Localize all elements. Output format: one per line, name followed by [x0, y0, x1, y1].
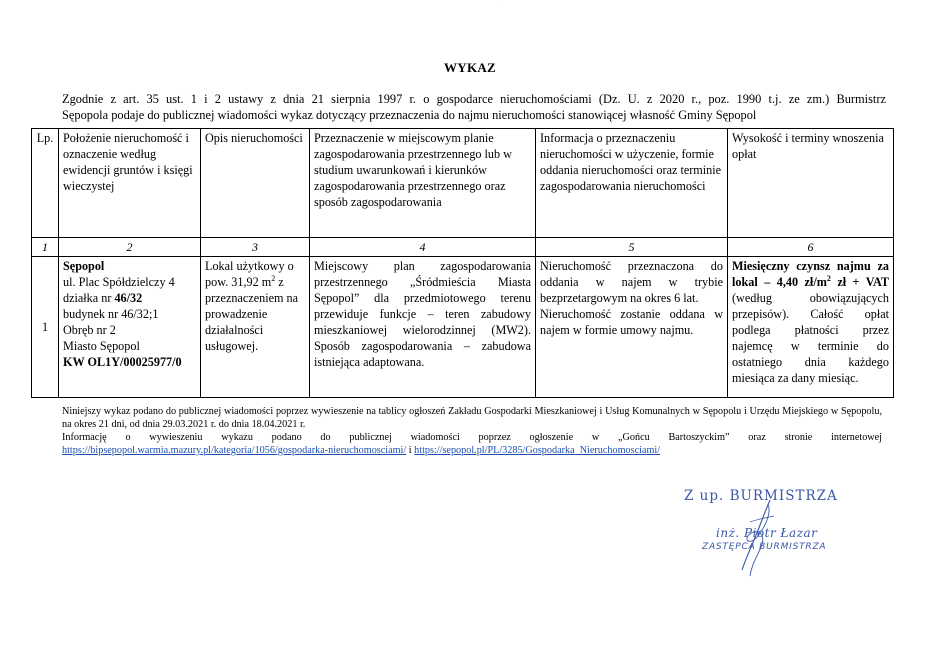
header-lp: Lp.	[32, 129, 59, 238]
header-zoning: Przeznaczenie w miejscowym planie zagospodarowania przestrzennego lub w studium uwarunkowań i kierunków zagospodarowania przestrzennego oraz sposób zagospodarowania	[310, 129, 536, 238]
description-sup: 2	[271, 273, 276, 283]
notes-links	[62, 444, 882, 457]
row-location	[59, 257, 201, 398]
header-location: Położenie nieruchomość i oznaczenie według ewidencji gruntów i księgi wieczystej	[59, 129, 201, 238]
column-number: 3	[201, 238, 310, 257]
intro-paragraph	[62, 91, 886, 123]
intro-line-1: Zgodnie z art. 35 ust. 1 i 2 ustawy z dnia 21 sierpnia 1997 r. o gospodarce nieruchomościami (Dz. U. z 2020 r., poz. 1990 t.j. ze zm.) Burmistrz	[62, 92, 886, 106]
row-lp: 1	[32, 257, 59, 398]
row-zoning: Miejscowy plan zagospodarowania przestrzennego „Śródmieścia Miasta Sępopol” dla przedmiotowego terenu przewiduje funkcje – teren zabudowy mieszkaniowej wielorodzinnej (MW2). Sposób zagospodarowania – zabudowa istniejąca adaptowana.	[310, 257, 536, 398]
description-text-a: Lokal użytkowy o pow. 31,92 m	[205, 259, 294, 289]
header-lease-info: Informacja o przeznaczeniu nieruchomości w użyczenie, formie oddania nieruchomości oraz terminie zagospodarowania nieruchomości	[536, 129, 728, 238]
stamp-line-1: Z up. BURMISTRZA	[684, 488, 838, 504]
page-title: WYKAZ	[443, 60, 497, 75]
row-lease-info	[536, 257, 728, 398]
fees-rest: (według obowiązujących przepisów). Całość opłat podlega płatności przez najemcę w terminie do ostatniego dnia każdego miesiąca za dany miesiąc.	[732, 291, 889, 385]
property-table	[31, 128, 894, 398]
website-link[interactable]: https://sepopol.pl/PL/3285/Gospodarka_Nieruchomosciami/	[414, 445, 661, 456]
scan-speck	[497, 6, 498, 7]
notes-paragraph-1: Niniejszy wykaz podano do publicznej wiadomości poprzez wywieszenie na tablicy ogłoszeń Zakładu Gospodarki Mieszkaniowej i Usług Komunalnych w Sępopolu i Urzędu Miejskiego w Sępopolu, na okres 21 dni, od dnia 29.03.2021 r. do dnia 18.04.2021 r.	[62, 406, 882, 430]
column-number: 6	[728, 238, 894, 257]
description-text-b: z przeznaczeniem na prowadzenie działalności usługowej.	[205, 275, 299, 353]
land-register-number: KW OL1Y/00025977/0	[63, 355, 182, 369]
column-number: 2	[59, 238, 201, 257]
stamp-line-3: ZASTĘPCA BURMISTRZA	[702, 542, 827, 552]
header-description: Opis nieruchomości	[201, 129, 310, 238]
location-street: ul. Plac Spółdzielczy 4	[63, 275, 175, 289]
fees-bold-a: Miesięczny czynsz najmu za lokal – 4,40 zł/m	[732, 259, 889, 289]
location-building: budynek nr 46/32;1	[63, 307, 159, 321]
location-city: Miasto Sępopol	[63, 339, 140, 353]
fees-sup: 2	[826, 273, 831, 283]
location-place: Sępopol	[63, 259, 105, 273]
column-number-row	[32, 238, 894, 257]
row-description	[201, 257, 310, 398]
fees-bold-b: zł + VAT	[830, 275, 889, 289]
notes-paragraph-2: Informację o wywieszeniu wykazu podano do publicznej wiadomości poprzez ogłoszenie w „Gońcu Bartoszyckim” oraz stronie internetowej	[62, 432, 882, 443]
table-row	[32, 257, 894, 398]
header-fees: Wysokość i terminy wnoszenia opłat	[728, 129, 894, 238]
bip-link[interactable]: https://bipsepopol.warmia.mazury.pl/kategoria/1056/gospodarka-nieruchomosciami/	[62, 445, 407, 456]
stamp-line-2: inż. Piotr Łazar	[716, 526, 818, 540]
table-header-row	[32, 129, 894, 238]
lease-info-b: Nieruchomość zostanie oddana w najem w formie umowy najmu.	[540, 307, 723, 337]
notes-section	[62, 405, 882, 457]
handwritten-signature-icon	[730, 492, 790, 582]
lease-info-a: Nieruchomość przeznaczona do oddania w najem w trybie bezprzetargowym na okres 6 lat.	[540, 259, 723, 305]
row-fees	[728, 257, 894, 398]
plot-label: działka nr	[63, 291, 115, 305]
location-plot	[63, 290, 196, 306]
plot-number: 46/32	[114, 291, 143, 305]
links-separator: i	[406, 445, 415, 456]
column-number: 4	[310, 238, 536, 257]
intro-line-2: Sępopola podaje do publicznej wiadomości wykaz dotyczący przeznaczenia do najmu nieruchomości stanowiącej własność Gminy Sępopol	[62, 108, 757, 122]
column-number: 1	[32, 238, 59, 257]
column-number: 5	[536, 238, 728, 257]
location-precinct: Obręb nr 2	[63, 323, 116, 337]
